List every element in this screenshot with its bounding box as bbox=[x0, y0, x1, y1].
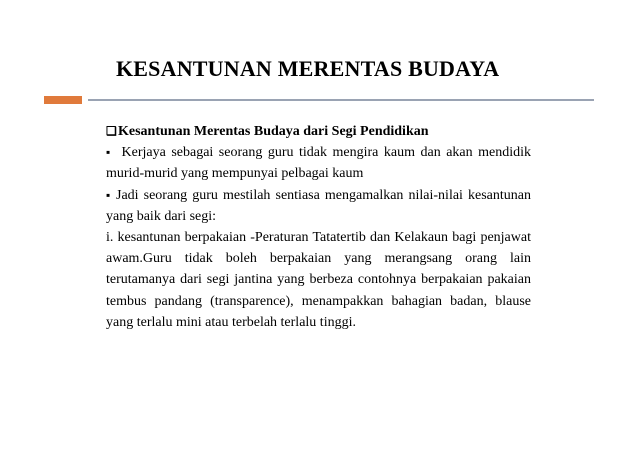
slide-body bbox=[106, 121, 531, 333]
section-heading-text: Kesantunan Merentas Budaya dari Segi Pendidikan bbox=[118, 124, 429, 139]
section-heading bbox=[106, 121, 531, 142]
divider-accent-block bbox=[44, 96, 82, 104]
title-divider bbox=[44, 96, 594, 104]
checkbox-bullet-icon: ❑ bbox=[106, 124, 117, 138]
divider-line bbox=[88, 99, 594, 101]
bullet-text: Jadi seorang guru mestilah sentiasa mengamalkan nilai-nilai kesantunan yang baik dari segi: bbox=[106, 187, 531, 224]
point-i-paragraph: i. kesantunan berpakaian -Peraturan Tatatertib dan Kelakaun bagi penjawat awam.Guru tidak boleh berpakaian yang merangsang orang lain terutamanya dari segi jantina yang berbeza contohnya berpakaian pakaian tembus pandang (transparence), menampakkan bahagian badan, blause yang terlalu mini atau terbelah terlalu tinggi. bbox=[106, 230, 531, 330]
slide-title: KESANTUNAN MERENTAS BUDAYA bbox=[116, 56, 500, 81]
square-bullet-icon: ▪ bbox=[106, 187, 111, 202]
bullet-item bbox=[106, 185, 531, 227]
bullet-item bbox=[106, 142, 531, 184]
bullet-text: Kerjaya sebagai seorang guru tidak mengira kaum dan akan mendidik murid-murid yang mempunyai pelbagai kaum bbox=[106, 145, 532, 182]
square-bullet-icon: ▪ bbox=[106, 145, 111, 160]
